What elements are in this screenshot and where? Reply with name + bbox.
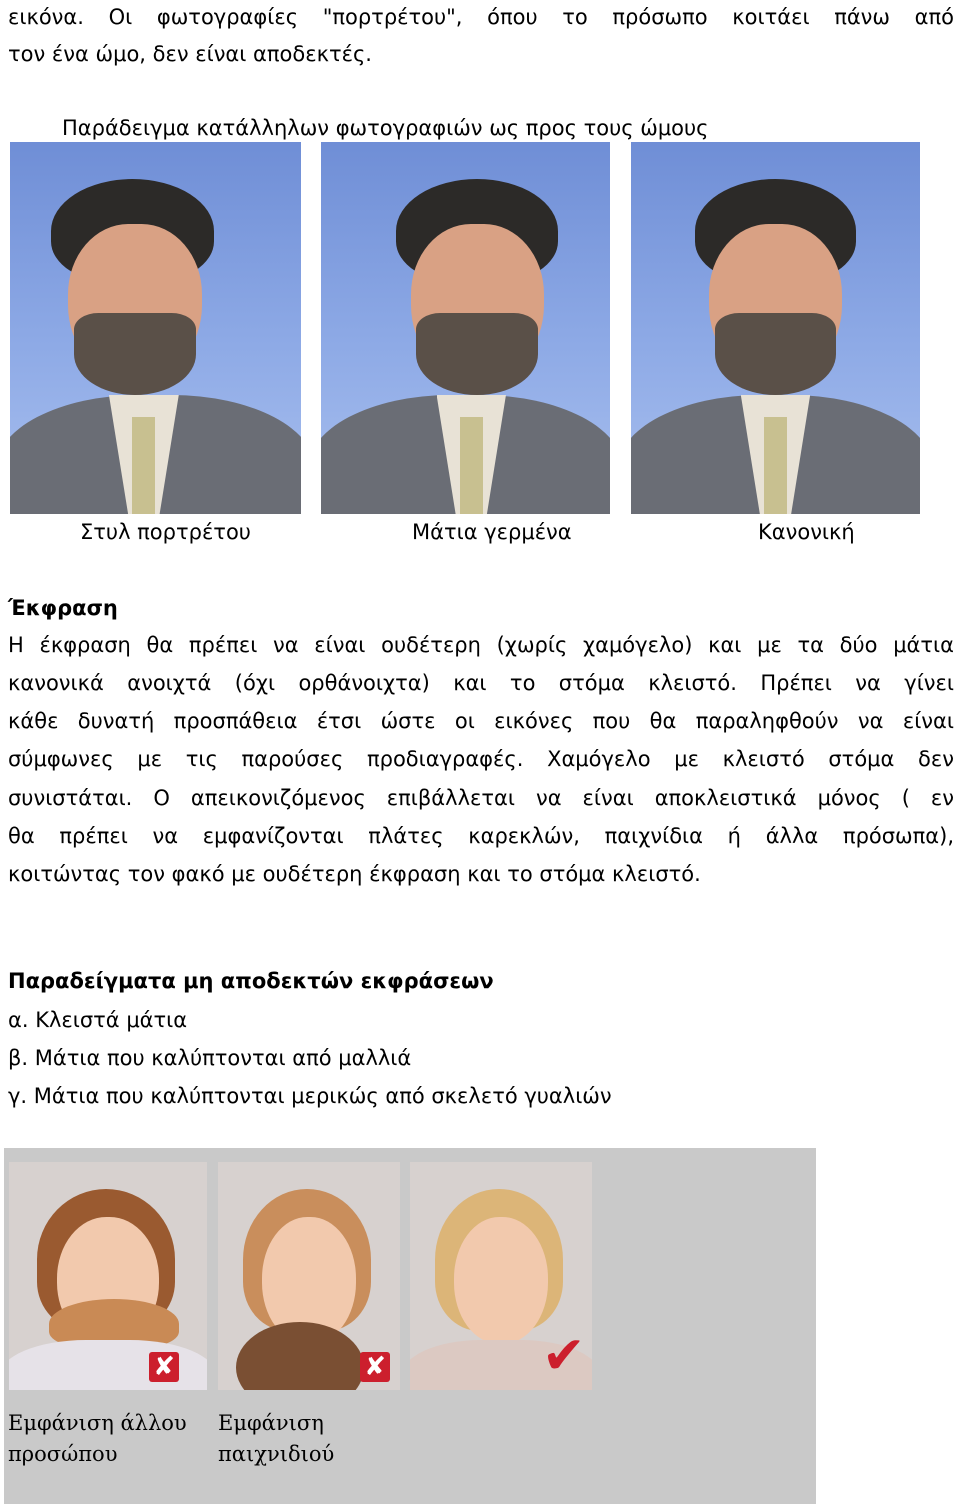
caption-tilted-eyes: Μάτια γερμένα [412,520,572,544]
unacceptable-item-closed-eyes: α. Κλειστά μάτια [8,1008,188,1032]
tilted-eyes-photo [321,142,610,514]
expression-line-6: θα πρέπει να εμφανίζονται πλάτες καρεκλών, παιχνίδια ή άλλα πρόσωπα), [8,824,954,848]
caption-other-person: Εμφάνιση άλλου προσώπου [8,1411,187,1466]
shoulders-title: Παράδειγμα κατάλληλων φωτογραφιών ως προς τους ώμους [62,116,709,140]
toy-photo [218,1162,400,1390]
unacceptable-heading: Παραδείγματα μη αποδεκτών εκφράσεων [8,969,494,993]
unacceptable-item-glasses-frame: γ. Μάτια που καλύπτονται μερικώς από σκελετό γυαλιών [8,1084,612,1108]
other-person-photo [9,1162,207,1390]
expression-line-7: κοιτώντας τον φακό με ουδέτερη έκφραση και το στόμα κλειστό. [8,862,701,886]
cross-icon: ✘ [360,1352,390,1382]
normal-photo [631,142,920,514]
portrait-style-photo [10,142,301,514]
intro-line-1: εικόνα. Οι φωτογραφίες "πορτρέτου", όπου το πρόσωπο κοιτάει πάνω από [8,5,954,29]
caption-portrait-style: Στυλ πορτρέτου [80,520,251,544]
expression-line-4: σύμφωνες με τις παρούσες προδιαγραφές. Χαμόγελο με κλειστό στόμα δεν [8,747,954,771]
intro-line-2: τον ένα ώμο, δεν είναι αποδεκτές. [8,42,372,66]
children-photos-panel [4,1148,816,1504]
caption-normal: Κανονική [758,520,855,544]
expression-line-1: Η έκφραση θα πρέπει να είναι ουδέτερη (χωρίς χαμόγελο) και με τα δύο μάτια [8,633,954,657]
unacceptable-item-hair-eyes: β. Μάτια που καλύπτονται από μαλλιά [8,1046,412,1070]
cross-icon: ✘ [149,1352,179,1382]
expression-line-2: κανονικά ανοιχτά (όχι ορθάνοιχτα) και το στόμα κλειστό. Πρέπει να γίνει [8,671,954,695]
expression-heading: Έκφραση [8,596,118,620]
acceptable-child-photo [410,1162,592,1390]
caption-toy: Εμφάνιση παιχνιδιού [218,1411,335,1466]
check-icon: ✔ [542,1326,586,1386]
expression-line-5: συνιστάται. Ο απεικονιζόμενος επιβάλλεται να είναι αποκλειστικά μόνος ( εν [8,786,954,810]
expression-line-3: κάθε δυνατή προσπάθεια έτσι ώστε οι εικόνες που θα παραληφθούν να είναι [8,709,954,733]
